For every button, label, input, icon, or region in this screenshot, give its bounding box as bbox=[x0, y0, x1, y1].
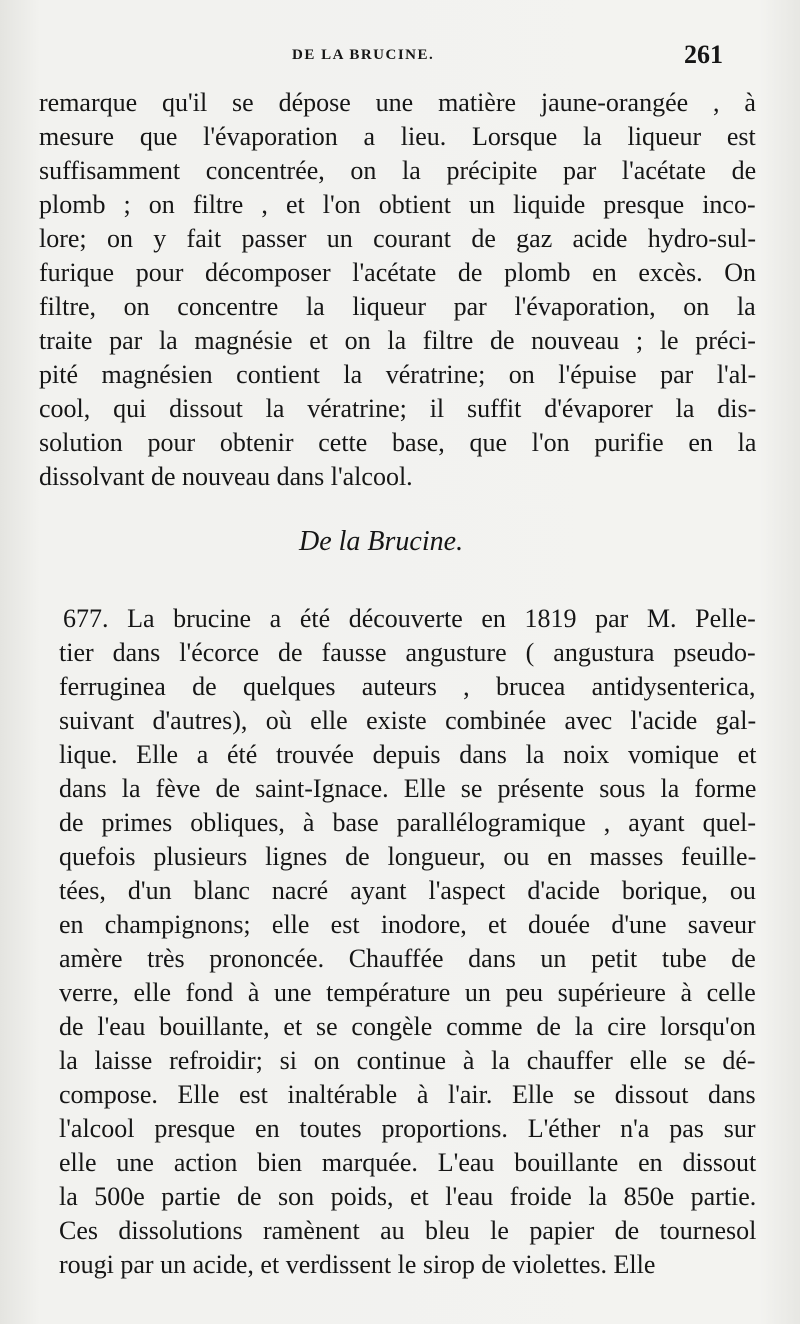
text-line: suffisamment concentrée, on la précipite par l'acétate de bbox=[39, 156, 757, 185]
text-line: en champignons; elle est inodore, et douée d'une saveur bbox=[59, 910, 756, 939]
text-line: Ces dissolutions ramènent au bleu le papier de tournesol bbox=[59, 1216, 757, 1245]
text-line: traite par la magnésie et on la filtre de nouveau ; le préci- bbox=[39, 326, 756, 355]
text-line: de l'eau bouillante, et se congèle comme de la cire lorsqu'on bbox=[59, 1012, 756, 1041]
text-line: mesure que l'évaporation a lieu. Lorsque la liqueur est bbox=[39, 122, 756, 151]
text-line: l'alcool presque en toutes proportions. L'éther n'a pas sur bbox=[59, 1114, 756, 1143]
text-line: remarque qu'il se dépose une matière jaune-orangée , à bbox=[39, 88, 756, 117]
text-line: solution pour obtenir cette base, que l'on purifie en la bbox=[39, 428, 757, 457]
text-line: la laisse refroidir; si on continue à la chauffer elle se dé- bbox=[59, 1046, 756, 1075]
text-line: tées, d'un blanc nacré ayant l'aspect d'acide borique, ou bbox=[59, 876, 756, 905]
section-title: De la Brucine. bbox=[299, 526, 464, 557]
text-line: quefois plusieurs lignes de longueur, ou en masses feuille- bbox=[59, 842, 757, 871]
text-line: elle une action bien marquée. L'eau bouillante en dissout bbox=[59, 1148, 757, 1177]
text-line: ferruginea de quelques auteurs , brucea antidysenterica, bbox=[59, 672, 756, 701]
running-title: DE LA BRUCINE. bbox=[292, 47, 435, 63]
text-line: lique. Elle a été trouvée depuis dans la noix vomique et bbox=[59, 740, 757, 769]
text-line: plomb ; on filtre , et l'on obtient un liquide presque inco- bbox=[39, 190, 756, 219]
text-line: compose. Elle est inaltérable à l'air. Elle se dissout dans bbox=[59, 1080, 756, 1109]
text-line: de primes obliques, à base parallélogramique , ayant quel- bbox=[59, 808, 757, 837]
text-line: verre, elle fond à une température un peu supérieure à celle bbox=[59, 978, 756, 1007]
text-line: filtre, on concentre la liqueur par l'évaporation, on la bbox=[39, 292, 756, 321]
text-line: 677. La brucine a été découverte en 1819 par M. Pelle- bbox=[63, 604, 756, 633]
text-line: lore; on y fait passer un courant de gaz acide hydro-sul- bbox=[39, 224, 757, 253]
text-line: pité magnésien contient la vératrine; on l'épuise par l'al- bbox=[39, 360, 757, 389]
text-line: suivant d'autres), où elle existe combinée avec l'acide gal- bbox=[59, 706, 757, 735]
text-line: furique pour décomposer l'acétate de plomb en excès. On bbox=[39, 258, 756, 287]
page-number: 261 bbox=[684, 40, 723, 69]
text-line: la 500e partie de son poids, et l'eau froide la 850e partie. bbox=[59, 1182, 757, 1211]
text-line: rougi par un acide, et verdissent le sirop de violettes. Elle bbox=[59, 1250, 656, 1279]
text-line: cool, qui dissout la vératrine; il suffit d'évaporer la dis- bbox=[39, 394, 757, 423]
text-line: tier dans l'écorce de fausse angusture ( angustura pseudo- bbox=[59, 638, 756, 667]
text-line: dissolvant de nouveau dans l'alcool. bbox=[39, 462, 413, 491]
text-line: dans la fève de saint-Ignace. Elle se présente sous la forme bbox=[59, 774, 757, 803]
text-line: amère très prononcée. Chauffée dans un petit tube de bbox=[59, 944, 756, 973]
